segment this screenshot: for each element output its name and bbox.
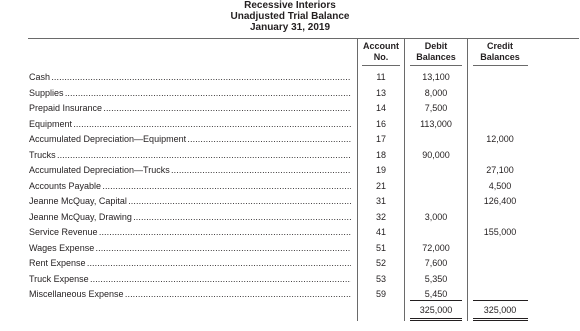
table-row [0,178,580,194]
report-date: January 31, 2019 [249,22,331,33]
credit-balance: 155,000 [483,227,517,237]
account-number: 59 [375,289,386,299]
table-row [0,224,580,240]
table-row [0,100,580,116]
account-number: 21 [375,180,386,191]
account-name: Miscellaneous Expense . . . [29,288,351,300]
table-row [0,255,580,271]
table-row [0,69,580,85]
account-number: 18 [375,149,386,160]
credit-balance: 12,000 [486,134,514,144]
account-name: Prepaid Insurance . . . [29,102,351,114]
account-name: Trucks . . . [29,149,351,161]
debit-double-rule [410,318,462,321]
account-number: 52 [375,258,386,268]
account-name: Equipment . . . [29,118,351,130]
account-number: 14 [375,103,386,113]
table-row [0,147,580,163]
header-underline [473,65,528,66]
debit-balance: 7,600 [424,258,448,268]
header-underline [410,65,462,66]
account-name: Service Revenue . . . [29,226,351,238]
credit-balance: 126,400 [483,196,517,206]
debit-balance: 5,450 [424,289,448,299]
account-name: Jeanne McQuay, Capital . . . [29,195,351,207]
account-name: Wages Expense . . . [29,242,351,254]
debit-balance: 7,500 [424,103,448,113]
account-name: Cash . . . [29,71,351,83]
account-name: Accumulated Depreciation—Trucks . . . [29,164,351,176]
report-title: Unadjusted Trial Balance [230,11,350,22]
account-number: 51 [375,242,386,253]
account-name: Accounts Payable . . . [29,180,351,192]
account-number: 19 [375,165,386,175]
debit-balance: 5,350 [424,273,448,284]
account-name: Accumulated Depreciation—Equipment . . . [29,133,351,145]
account-number: 16 [375,118,386,129]
table-row [0,240,580,256]
table-row [0,209,580,225]
credit-double-rule [473,318,528,321]
account-number: 53 [375,273,386,284]
account-name: Truck Expense . . . [29,273,351,285]
table-row [0,271,580,287]
debit-balance: 8,000 [424,87,448,98]
header-account-no: Account No. [363,41,399,62]
account-number: 13 [375,87,386,98]
account-number: 32 [375,211,386,222]
debit-sum-rule [410,300,462,301]
account-number: 11 [376,72,386,82]
debit-balance: 90,000 [422,149,450,160]
header-debit: Debit Balances [416,41,456,62]
table-row [0,162,580,178]
table-top-rule [28,38,579,39]
company-name: Recessive Interiors [244,0,336,11]
header-underline [362,65,400,66]
account-name: Rent Expense . . . [29,257,351,269]
header-credit: Credit Balances [480,41,520,62]
table-row [0,193,580,209]
totals-row [0,302,580,318]
account-name: Jeanne McQuay, Drawing . . . [29,211,351,223]
credit-balance: 27,100 [486,165,514,175]
debit-balance: 13,100 [422,72,450,82]
table-row [0,131,580,147]
table-row [0,116,580,132]
account-name: Supplies . . . [29,87,351,99]
credit-balance: 4,500 [488,180,512,191]
table-row [0,85,580,101]
total-credit: 325,000 [483,305,517,315]
debit-balance: 72,000 [422,242,450,253]
account-number: 31 [375,196,386,206]
debit-balance: 3,000 [424,211,448,222]
account-number: 41 [375,227,386,237]
total-debit: 325,000 [419,305,453,315]
account-number: 17 [375,134,386,144]
credit-sum-rule [473,300,528,301]
debit-balance: 113,000 [420,118,452,129]
